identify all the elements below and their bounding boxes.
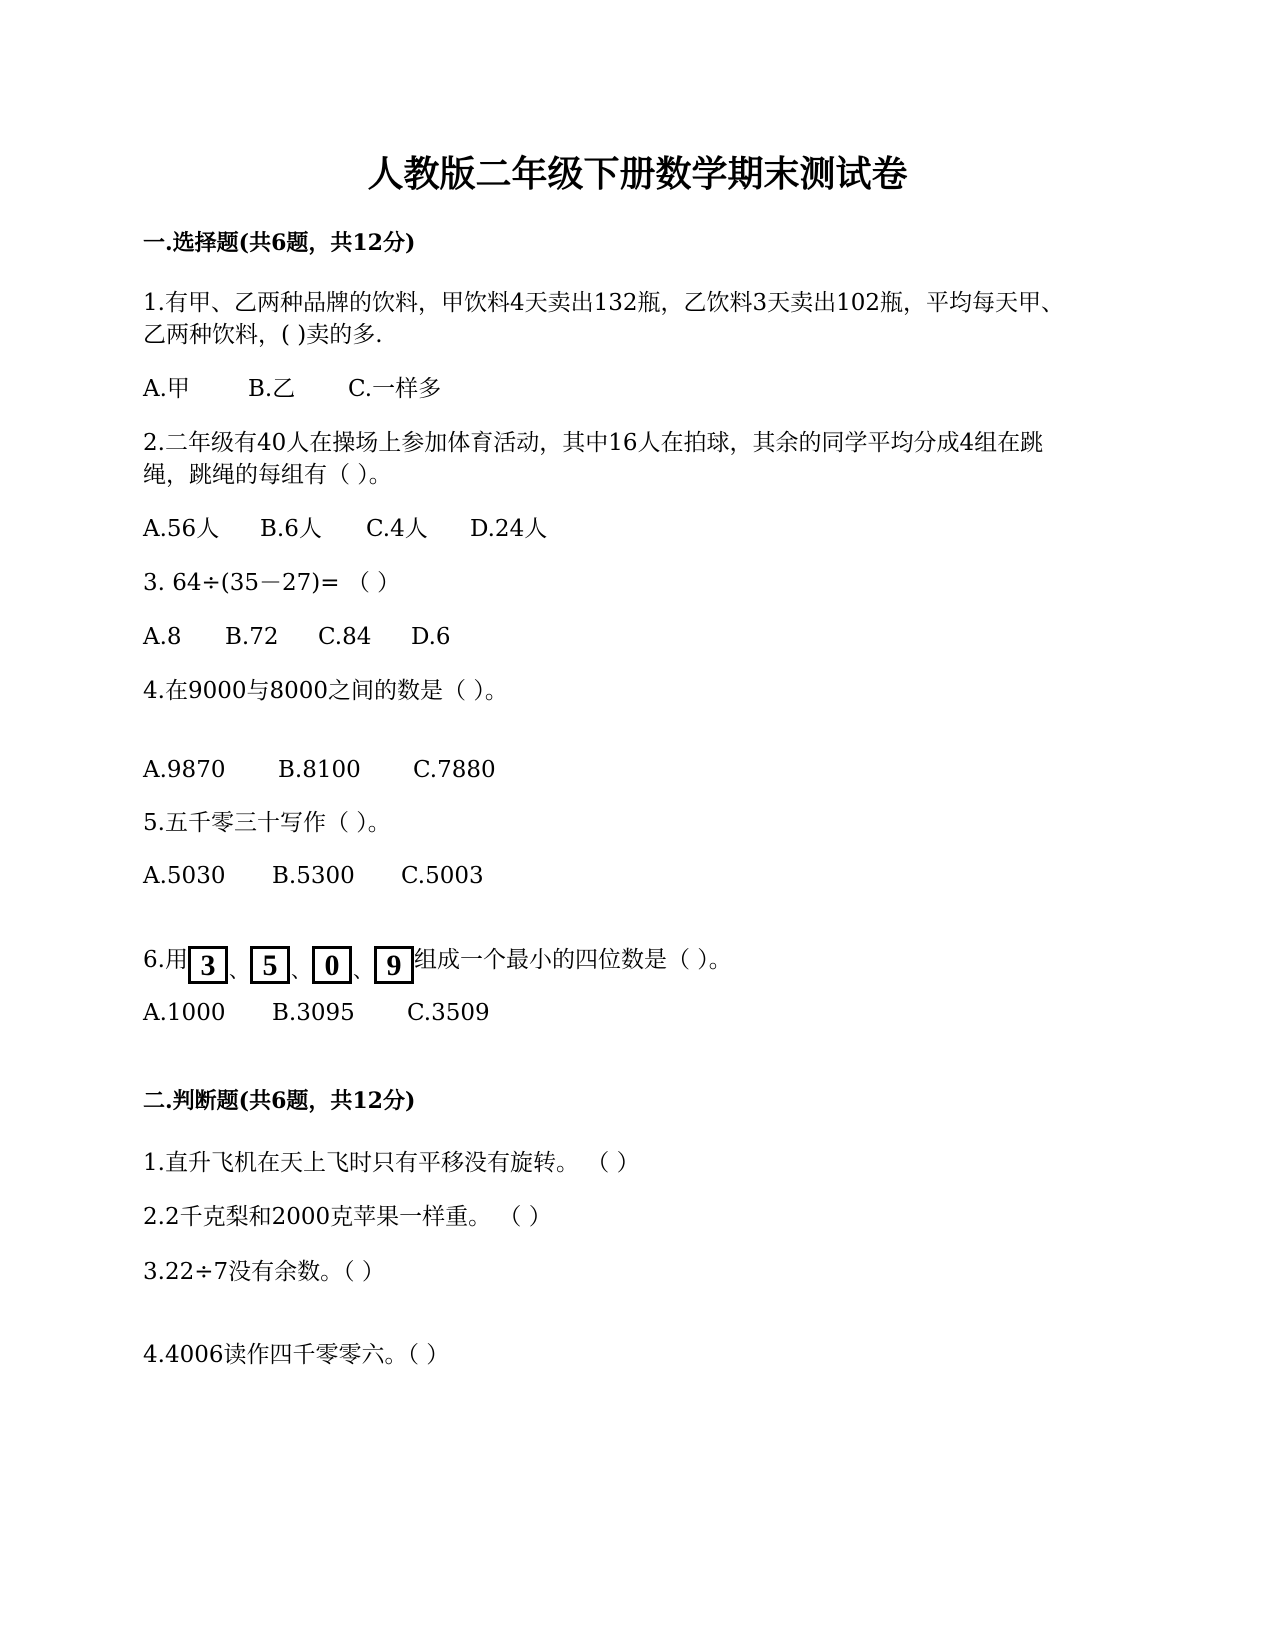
q6-option-c: C.3509	[407, 1000, 490, 1026]
q6-option-b: B.3095	[272, 1000, 355, 1026]
q5-option-a: A.5030	[143, 863, 226, 889]
digit-card-3: 3	[188, 946, 228, 984]
q2-option-b: B.6人	[260, 516, 322, 542]
judge-item-2: 2.2千克梨和2000克苹果一样重。 （ ）	[143, 1204, 552, 1230]
q3-option-b: B.72	[225, 624, 279, 650]
q2-option-c: C.4人	[366, 516, 428, 542]
q2-option-d: D.24人	[470, 516, 548, 542]
digit-card-5: 5	[250, 946, 290, 984]
q3-line1: 3. 64÷(35－27)= （ ）	[143, 570, 401, 596]
judge-item-3: 3.22÷7没有余数。（ ）	[143, 1259, 385, 1285]
q6-prefix: 6.用	[143, 947, 188, 973]
section2-heading: 二.判断题(共6题，共12分)	[143, 1088, 416, 1114]
q6-suffix: 组成一个最小的四位数是（ ）。	[413, 947, 732, 973]
q5-option-c: C.5003	[401, 863, 484, 889]
q6-separator: 、	[290, 958, 311, 982]
q5-option-b: B.5300	[272, 863, 355, 889]
q2-line2: 绳，跳绳的每组有（ ）。	[143, 462, 392, 488]
judge-item-4: 4.4006读作四千零零六。（ ）	[143, 1342, 450, 1368]
q5-line1: 5.五千零三十写作（ ）。	[143, 810, 391, 836]
q1-line2: 乙两种饮料，( )卖的多.	[143, 322, 383, 348]
q2-option-a: A.56人	[143, 516, 220, 542]
q4-option-b: B.8100	[278, 757, 361, 783]
digit-card-0: 0	[312, 946, 352, 984]
judge-item-1: 1.直升飞机在天上飞时只有平移没有旋转。 （ ）	[143, 1150, 640, 1176]
digit-card-9: 9	[374, 946, 414, 984]
q6-line1	[143, 945, 732, 985]
q1-option-a: A.甲	[143, 376, 190, 402]
q3-option-c: C.84	[318, 624, 372, 650]
q1-option-c: C.一样多	[348, 376, 442, 402]
q4-option-a: A.9870	[143, 757, 226, 783]
section1-heading: 一.选择题(共6题，共12分)	[143, 230, 416, 256]
q4-option-c: C.7880	[413, 757, 496, 783]
q6-separator: 、	[228, 958, 249, 982]
q6-option-a: A.1000	[143, 1000, 226, 1026]
q4-line1: 4.在9000与8000之间的数是（ ）。	[143, 678, 508, 704]
q6-separator: 、	[352, 958, 373, 982]
q2-line1: 2.二年级有40人在操场上参加体育活动，其中16人在拍球，其余的同学平均分成4组在跳	[143, 430, 1044, 456]
q1-option-b: B.乙	[248, 376, 296, 402]
page-title: 人教版二年级下册数学期末测试卷	[367, 153, 908, 195]
q3-option-a: A.8	[143, 624, 182, 650]
q3-option-d: D.6	[411, 624, 451, 650]
q1-line1: 1.有甲、乙两种品牌的饮料，甲饮料4天卖出132瓶，乙饮料3天卖出102瓶，平均每天甲、	[143, 290, 1065, 316]
